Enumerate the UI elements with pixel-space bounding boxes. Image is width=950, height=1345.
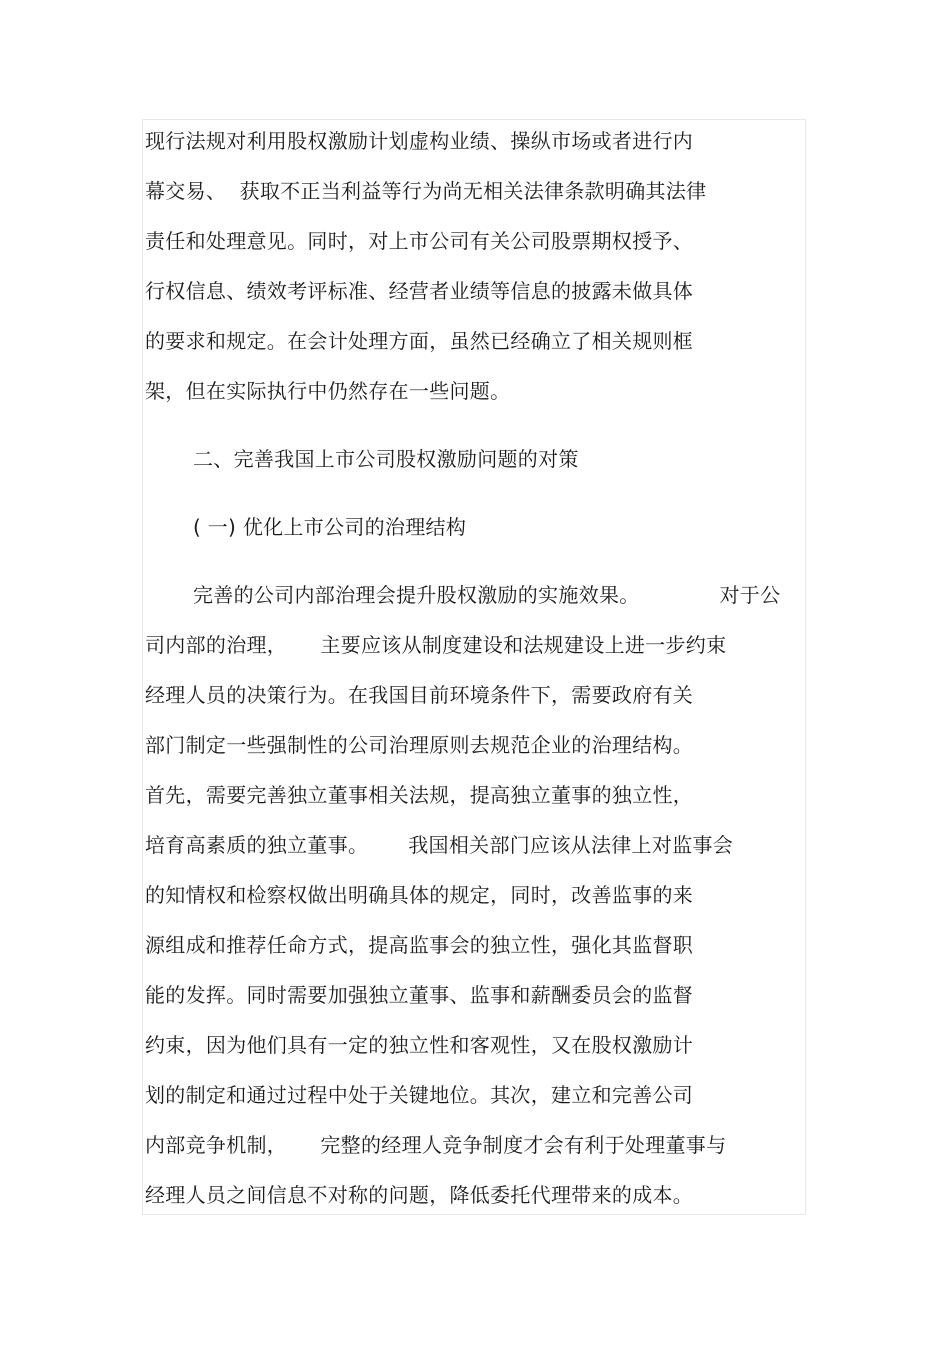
body-text-line: 司内部的治理， 主要应该从制度建设和法规建设上进一步约束	[145, 633, 727, 657]
body-text-line: 源组成和推荐任命方式，提高监事会的独立性，强化其监督职	[145, 933, 694, 957]
body-text-line: 的知情权和检察权做出明确具体的规定，同时，改善监事的来	[145, 883, 694, 907]
body-text-line: 内部竞争机制， 完整的经理人竞争制度才会有利于处理董事与	[145, 1133, 727, 1157]
subsection-heading: ( 一) 优化上市公司的治理结构	[193, 515, 467, 539]
body-text-line: 现行法规对利用股权激励计划虚构业绩、操纵市场或者进行内	[145, 129, 694, 153]
body-text-line: 完善的公司内部治理会提升股权激励的实施效果。 对于公	[193, 583, 781, 607]
body-text-line: 首先，需要完善独立董事相关法规，提高独立董事的独立性，	[145, 783, 694, 807]
body-text-line: 划的制定和通过过程中处于关键地位。其次，建立和完善公司	[145, 1083, 694, 1107]
body-text-line: 能的发挥。同时需要加强独立董事、监事和薪酬委员会的监督	[145, 983, 694, 1007]
body-text-line: 幕交易、 获取不正当利益等行为尚无相关法律条款明确其法律	[145, 179, 707, 203]
body-text-line: 行权信息、绩效考评标准、经营者业绩等信息的披露未做具体	[145, 279, 694, 303]
body-text-line: 培育高素质的独立董事。 我国相关部门应该从法律上对监事会	[145, 833, 734, 857]
body-text-line: 部门制定一些强制性的公司治理原则去规范企业的治理结构。	[145, 733, 694, 757]
body-text-line: 经理人员之间信息不对称的问题，降低委托代理带来的成本。	[145, 1183, 694, 1207]
body-text-line: 责任和处理意见。同时，对上市公司有关公司股票期权授予、	[145, 229, 694, 253]
section-heading: 二、完善我国上市公司股权激励问题的对策	[193, 447, 579, 471]
body-text-line: 约束，因为他们具有一定的独立性和客观性，又在股权激励计	[145, 1033, 694, 1057]
body-text-line: 经理人员的决策行为。在我国目前环境条件下，需要政府有关	[145, 683, 694, 707]
body-text-line: 的要求和规定。在会计处理方面，虽然已经确立了相关规则框	[145, 329, 694, 353]
body-text-line: 架，但在实际执行中仍然存在一些问题。	[145, 379, 511, 403]
